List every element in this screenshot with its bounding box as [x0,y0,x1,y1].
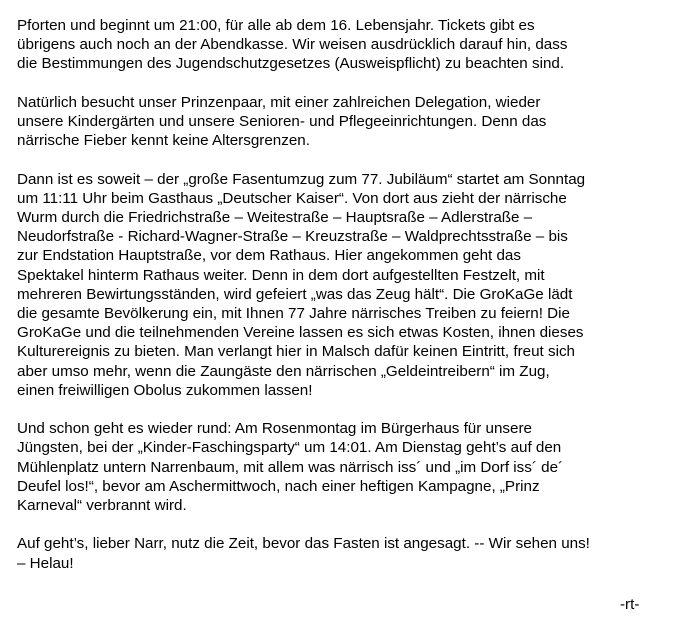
text-line: Kulturereignis zu bieten. Man verlangt hier in Malsch dafür keinen Eintritt, freut sich [17,343,575,361]
paragraph-rosenmontag [17,419,657,515]
text-line: Deufel los!“, bevor am Aschermittwoch, nach einer heftigen Kampagne, „Prinz [17,477,540,495]
text-line: Dann ist es soweit – der „große Fasentumzug zum 77. Jubiläum“ startet am Sonntag [17,170,586,188]
text-line: aber umso mehr, wenn die Zaungäste den närrischen „Geldeintreibern“ im Zug, [17,362,550,380]
text-line: närrische Fieber kennt keine Altersgrenzen. [17,132,310,150]
text-line: zur Endstation Hauptstraße, vor dem Rathaus. Hier angekommen geht das [17,247,521,265]
text-line: Jüngsten, bei der „Kinder-Faschingsparty“ um 14:01. Am Dienstag geht’s auf den [17,439,562,457]
text-line: Wurm durch die Friedrichstraße – Weitestraße – Hauptsraße – Adlerstraße – [17,209,533,226]
text-line: Und schon geht es wieder rund: Am Rosenmontag im Bürgerhaus für unsere [17,420,532,438]
author-signature: -rt- [620,596,640,613]
text-line: Karneval“ verbrannt wird. [17,497,187,515]
text-line: Pforten und beginnt um 21:00, für alle ab dem 16. Lebensjahr. Tickets gibt es [17,17,535,34]
text-line: einen freiwilligen Obolus zukommen lassen! [17,381,313,399]
text-line: Neudorfstraße - Richard-Wagner-Straße – Kreuzstraße – Waldprechtsstraße – bis [17,228,568,246]
text-line: die gesamte Bevölkerung ein, mit Ihnen 77 Jahre närrisches Treiben zu feiern! Die [17,305,570,323]
paragraph-fasentumzug [17,170,657,400]
paragraph-prinzenpaar [17,93,657,151]
paragraph-closing [17,534,657,572]
text-line: Natürlich besucht unser Prinzenpaar, mit einer zahlreichen Delegation, wieder [17,93,541,111]
text-line: die Bestimmungen des Jugendschutzgesetzes (Ausweispflicht) zu beachten sind. [17,55,565,73]
text-line: um 11:11 Uhr beim Gasthaus „Deutscher Kaiser“. Von dort aus zieht der närrische [17,189,567,207]
text-line: Auf geht’s, lieber Narr, nutz die Zeit, bevor das Fasten ist angesagt. -- Wir sehen uns! [17,535,590,553]
text-line: – Helau! [17,554,74,572]
text-line: unsere Kindergärten und unsere Senioren- und Pflegeeinrichtungen. Denn das [17,113,547,130]
text-line: mehreren Bewirtungsständen, wird gefeiert „was das Zeug hält“. Die GroKaGe lädt [17,285,573,303]
text-line: Mühlenplatz untern Narrenbaum, mit allem was närrisch iss´ und „im Dorf iss´ de´ [17,458,564,476]
paragraph-tickets [17,16,657,74]
text-line: übrigens auch noch an der Abendkasse. Wir weisen ausdrücklich darauf hin, dass [17,36,568,54]
text-line: Spektakel hinterm Rathaus weiter. Denn in dem dort aufgestellten Festzelt, mit [17,266,545,284]
article-body [17,16,657,592]
text-line: GroKaGe und die teilnehmenden Vereine lassen es sich etwas Kosten, ihnen dieses [17,324,584,342]
